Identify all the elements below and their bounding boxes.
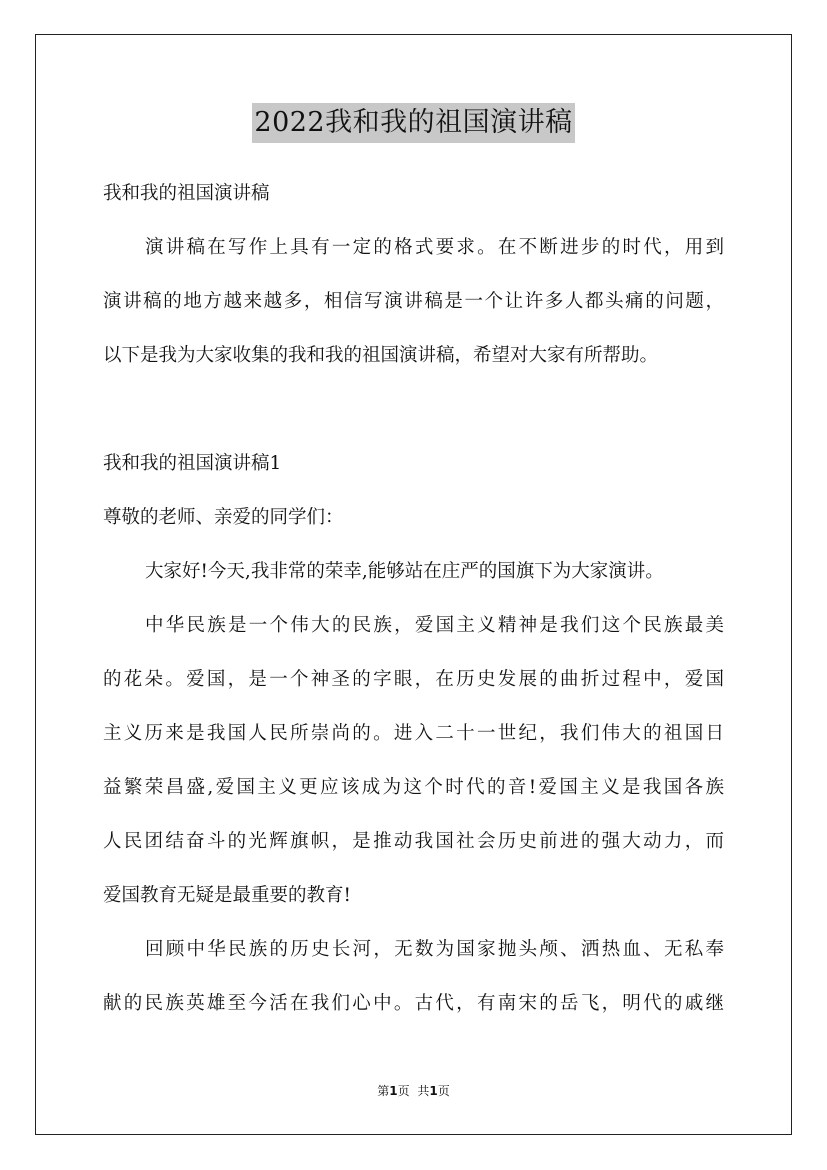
page-suffix: 页	[397, 1084, 410, 1098]
paragraph-2-line-4: 益繁荣昌盛,爱国主义更应该成为这个时代的音!爱国主义是我国各族	[103, 777, 724, 798]
paragraph-2-line-1: 中华民族是一个伟大的民族，爱国主义精神是我们这个民族最美	[145, 615, 724, 636]
greeting: 大家好!今天,我非常的荣幸,能够站在庄严的国旗下为大家演讲。	[145, 561, 664, 582]
title-container	[0, 103, 827, 143]
page-footer	[0, 1083, 827, 1099]
paragraph-2-line-3: 主义历来是我国人民所崇尚的。进入二十一世纪，我们伟大的祖国日	[103, 723, 724, 744]
paragraph-2-line-6: 爱国教育无疑是最重要的教育!	[103, 885, 351, 906]
document-title: 2022我和我的祖国演讲稿	[252, 103, 574, 143]
page-current: 1	[389, 1084, 398, 1098]
page-prefix: 第	[377, 1084, 390, 1098]
intro-line-1: 演讲稿在写作上具有一定的格式要求。在不断进步的时代，用到	[145, 237, 724, 258]
document-subtitle: 我和我的祖国演讲稿	[103, 183, 270, 204]
paragraph-2-line-5: 人民团结奋斗的光辉旗帜，是推动我国社会历史前进的强大动力，而	[103, 831, 724, 852]
salutation: 尊敬的老师、亲爱的同学们：	[103, 507, 344, 528]
intro-line-2: 演讲稿的地方越来越多，相信写演讲稿是一个让许多人都头痛的问题，	[103, 291, 724, 312]
paragraph-3-line-1: 回顾中华民族的历史长河，无数为国家抛头颅、洒热血、无私奉	[145, 939, 724, 960]
total-prefix: 共	[417, 1084, 430, 1098]
intro-line-3: 以下是我为大家收集的我和我的祖国演讲稿，希望对大家有所帮助。	[103, 345, 659, 366]
paragraph-3-line-2: 献的民族英雄至今活在我们心中。古代，有南宋的岳飞，明代的戚继	[103, 993, 724, 1014]
page-total: 1	[429, 1084, 438, 1098]
section-heading: 我和我的祖国演讲稿1	[103, 453, 282, 474]
paragraph-2-line-2: 的花朵。爱国，是一个神圣的字眼，在历史发展的曲折过程中，爱国	[103, 669, 724, 690]
total-suffix: 页	[437, 1084, 450, 1098]
